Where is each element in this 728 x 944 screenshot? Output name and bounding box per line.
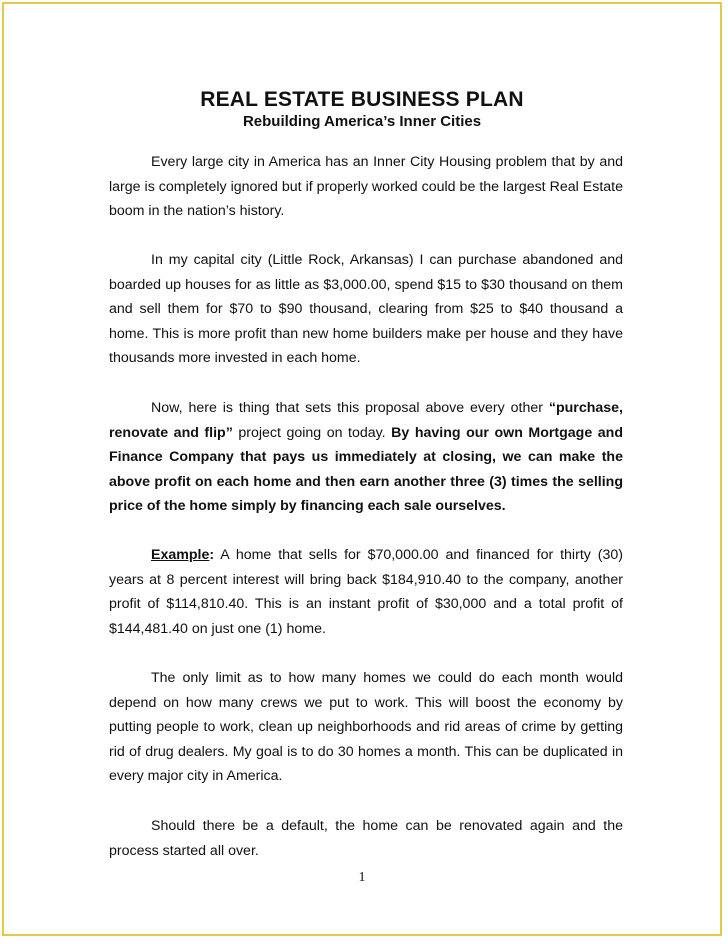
paragraph-6: Should there be a default, the home can be renovated again and the process started all over. (109, 818, 623, 859)
document-title: REAL ESTATE BUSINESS PLAN (200, 88, 524, 111)
document-subtitle: Rebuilding America’s Inner Cities (242, 113, 482, 130)
paragraph-2: In my capital city (Little Rock, Arkansas) I can purchase abandoned and boarded up houses for as little as $3,000.00, spend $15 to $30 thousand on them and sell them for $70 to $90 thousand, clearing from $25 to $40 thousand a home. This is more profit than new home builders make per house and they have thousands more invested in each home. (109, 252, 623, 366)
page-number: 1 (358, 870, 366, 885)
document-page (2, 2, 722, 936)
paragraph-1: Every large city in America has an Inner City Housing problem that by and large is completely ignored but if properly worked could be the largest Real Estate boom in the nation’s history. (109, 154, 623, 219)
paragraph-4: Example: A home that sells for $70,000.00 and financed for thirty (30) years at 8 percent interest will bring back $184,910.40 to the company, another profit of $114,810.40. This is an instant profit of $30,000 and a total profit of $144,481.40 on just one (1) home. (109, 547, 623, 637)
paragraph-5: The only limit as to how many homes we could do each month would depend on how many crews we put to work. This will boost the economy by putting people to work, clean up neighborhoods and rid areas of crime by getting rid of drug dealers. My goal is to do 30 homes a month. This can be duplicated in every major city in America. (109, 670, 623, 784)
paragraph-3: Now, here is thing that sets this proposal above every other “purchase, renovate and flip” project going on today. By having our own Mortgage and Finance Company that pays us immediately at closing, we can make the above profit on each home and then earn another three (3) times the selling price of the home simply by financing each sale ourselves. (109, 400, 623, 514)
